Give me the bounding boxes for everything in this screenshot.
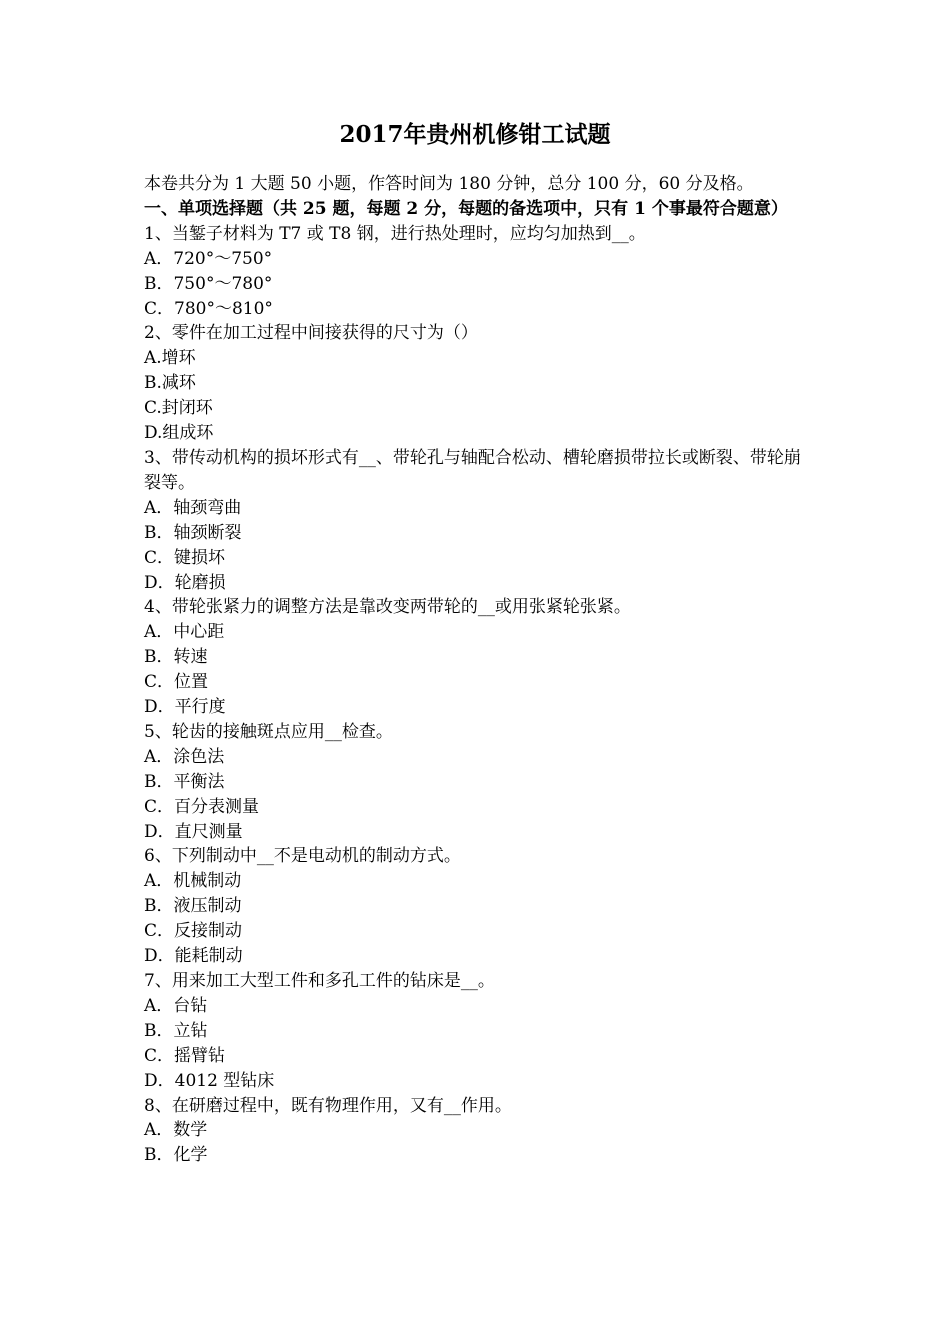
question-text: 3、带传动机构的损坏形式有__、带轮孔与轴配合松动、槽轮磨损带拉长或断裂、带轮崩裂等。 [144, 447, 801, 493]
answer-option: A．机械制动 [144, 871, 242, 892]
answer-option: B．立钻 [144, 1020, 208, 1041]
page-title: 2017年贵州机修钳工试题 [339, 121, 611, 148]
section-heading: 一、单项选择题（共 25 题，每题 2 分，每题的备选项中，只有 1 个事最符合题意） [144, 198, 788, 219]
answer-option: A.增环 [144, 348, 196, 369]
question-text: 2、零件在加工过程中间接获得的尺寸为（） [144, 323, 478, 344]
answer-option: C．反接制动 [144, 921, 243, 942]
question-block-2 [144, 321, 814, 446]
answer-option: C．780°～810° [144, 298, 273, 319]
question-block-5 [144, 720, 814, 845]
question-block-8 [144, 1094, 814, 1169]
question-text: 6、下列制动中__不是电动机的制动方式。 [144, 846, 461, 867]
answer-option: D．平行度 [144, 697, 226, 718]
question-block-4 [144, 595, 814, 720]
answer-option: B．液压制动 [144, 896, 242, 917]
question-block-6 [144, 844, 814, 969]
question-text: 8、在研磨过程中，既有物理作用，又有__作用。 [144, 1095, 512, 1116]
document-body [144, 172, 814, 1168]
answer-option: D．能耗制动 [144, 946, 243, 967]
answer-option: B.减环 [144, 373, 196, 394]
answer-option: B．转速 [144, 647, 208, 668]
answer-option: B．750°～780° [144, 273, 273, 294]
answer-option: A．数学 [144, 1120, 208, 1141]
answer-option: C．百分表测量 [144, 796, 260, 817]
answer-option: D.组成环 [144, 423, 214, 444]
answer-option: A．轴颈弯曲 [144, 497, 242, 518]
exam-intro: 本卷共分为 1 大题 50 小题，作答时间为 180 分钟，总分 100 分，60 分及格。 [144, 174, 754, 194]
question-block-1 [144, 222, 814, 322]
answer-option: D．轮磨损 [144, 572, 226, 593]
question-block-7 [144, 969, 814, 1094]
answer-option: B．轴颈断裂 [144, 522, 242, 543]
answer-option: C.封闭环 [144, 398, 213, 419]
answer-option: C．键损坏 [144, 547, 226, 568]
answer-option: D．直尺测量 [144, 821, 243, 842]
answer-option: B．化学 [144, 1145, 208, 1166]
question-block-3 [144, 446, 814, 595]
answer-option: A．720°～750° [144, 248, 273, 269]
question-text: 5、轮齿的接触斑点应用__检查。 [144, 721, 393, 742]
question-text: 1、当錾子材料为 T7 或 T8 钢，进行热处理时，应均匀加热到__。 [144, 223, 646, 244]
answer-option: A．台钻 [144, 995, 208, 1016]
answer-option: A．中心距 [144, 622, 225, 643]
answer-option: C．摇臂钻 [144, 1045, 226, 1066]
question-text: 4、带轮张紧力的调整方法是靠改变两带轮的__或用张紧轮张紧。 [144, 597, 631, 618]
answer-option: A．涂色法 [144, 746, 225, 767]
answer-option: B．平衡法 [144, 771, 225, 792]
answer-option: C．位置 [144, 672, 209, 693]
answer-option: D．4012 型钻床 [144, 1070, 275, 1091]
question-text: 7、用来加工大型工件和多孔工件的钻床是__。 [144, 971, 495, 991]
